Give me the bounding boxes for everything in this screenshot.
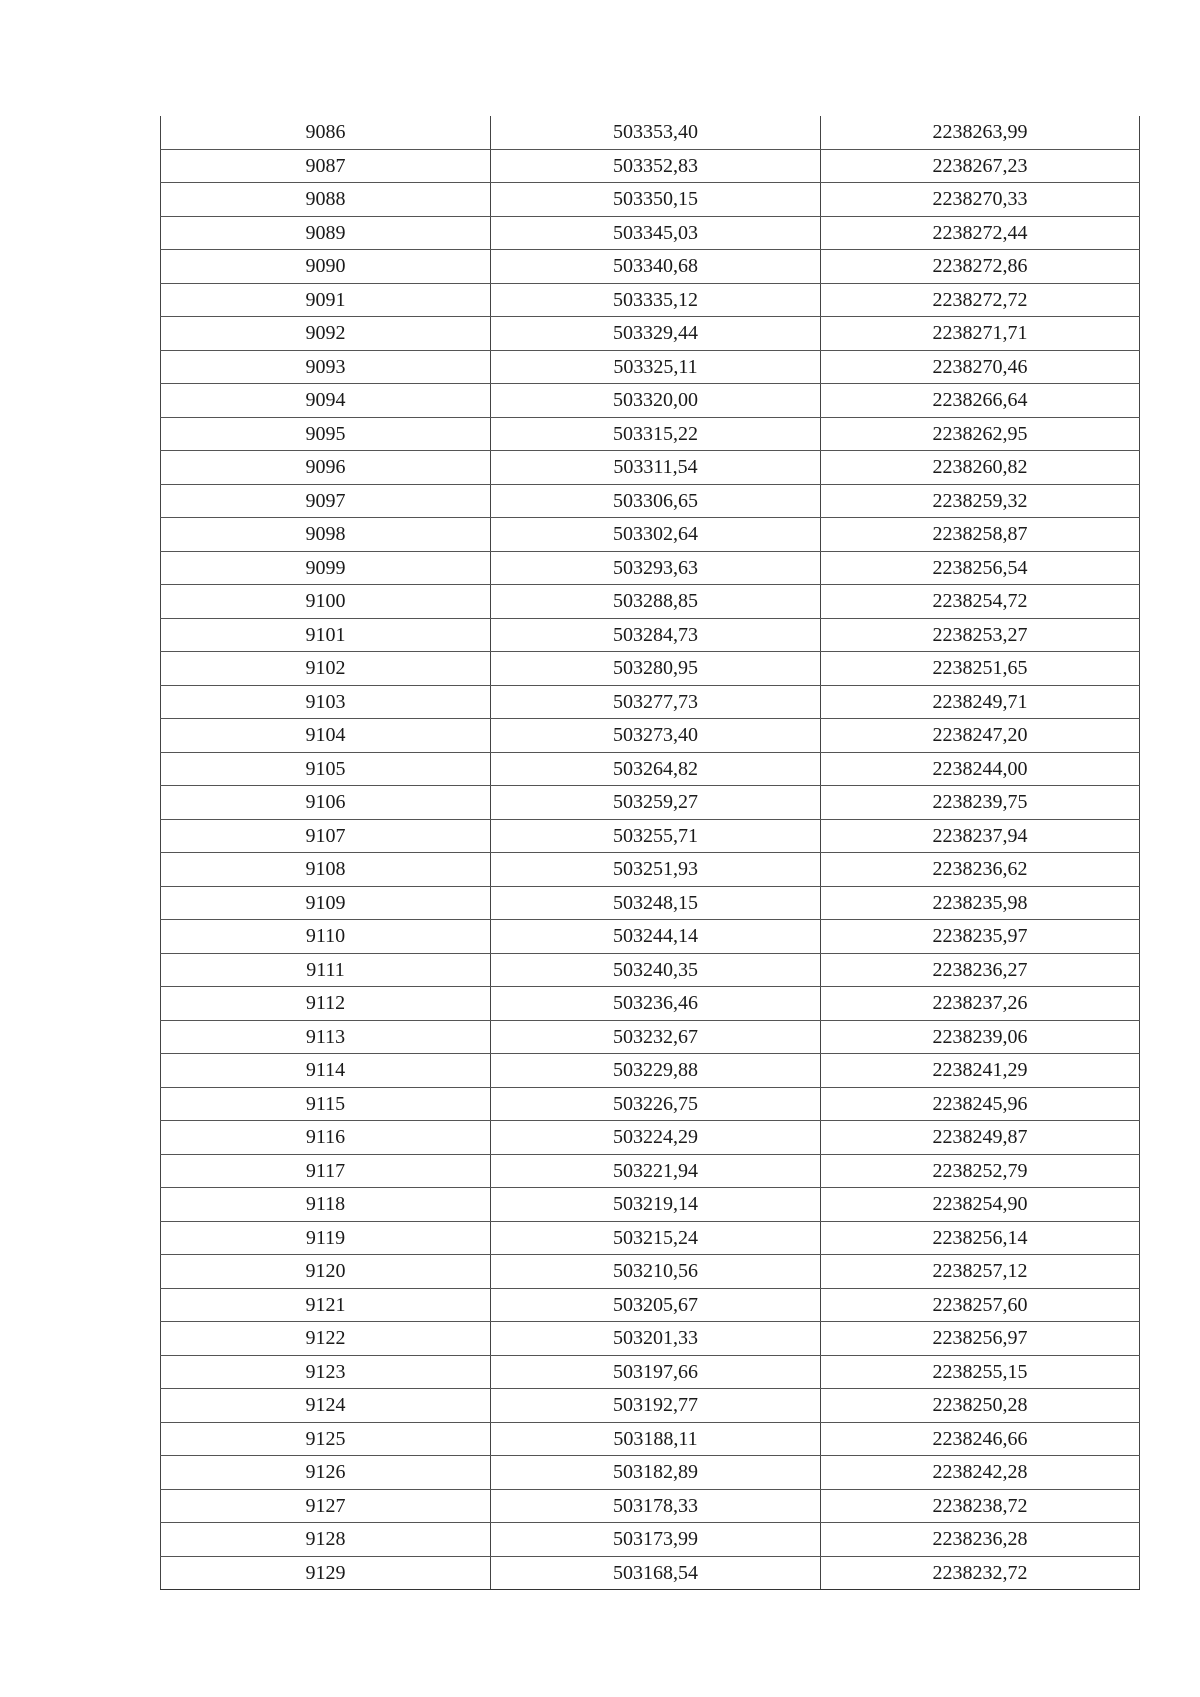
point-number-cell: 9118 (161, 1188, 491, 1222)
y-coordinate-cell: 2238256,97 (821, 1322, 1140, 1356)
point-number-cell: 9111 (161, 953, 491, 987)
table-row (161, 953, 1140, 987)
y-coordinate-cell: 2238237,26 (821, 987, 1140, 1021)
coordinates-table-body (161, 116, 1140, 1590)
y-coordinate-cell: 2238249,87 (821, 1121, 1140, 1155)
y-coordinate-cell: 2238260,82 (821, 451, 1140, 485)
y-coordinate-cell: 2238262,95 (821, 417, 1140, 451)
x-coordinate-cell: 503320,00 (491, 384, 821, 418)
point-number-cell: 9121 (161, 1288, 491, 1322)
x-coordinate-cell: 503215,24 (491, 1221, 821, 1255)
x-coordinate-cell: 503168,54 (491, 1556, 821, 1590)
point-number-cell: 9114 (161, 1054, 491, 1088)
table-row (161, 618, 1140, 652)
y-coordinate-cell: 2238259,32 (821, 484, 1140, 518)
y-coordinate-cell: 2238249,71 (821, 685, 1140, 719)
coordinates-table (160, 116, 1140, 1590)
table-row (161, 417, 1140, 451)
table-row (161, 1154, 1140, 1188)
point-number-cell: 9122 (161, 1322, 491, 1356)
point-number-cell: 9097 (161, 484, 491, 518)
table-row (161, 987, 1140, 1021)
x-coordinate-cell: 503353,40 (491, 116, 821, 149)
point-number-cell: 9103 (161, 685, 491, 719)
point-number-cell: 9113 (161, 1020, 491, 1054)
table-row (161, 183, 1140, 217)
x-coordinate-cell: 503315,22 (491, 417, 821, 451)
x-coordinate-cell: 503178,33 (491, 1489, 821, 1523)
point-number-cell: 9098 (161, 518, 491, 552)
table-row (161, 216, 1140, 250)
x-coordinate-cell: 503352,83 (491, 149, 821, 183)
point-number-cell: 9126 (161, 1456, 491, 1490)
point-number-cell: 9117 (161, 1154, 491, 1188)
y-coordinate-cell: 2238255,15 (821, 1355, 1140, 1389)
table-row (161, 283, 1140, 317)
point-number-cell: 9105 (161, 752, 491, 786)
table-row (161, 317, 1140, 351)
x-coordinate-cell: 503201,33 (491, 1322, 821, 1356)
x-coordinate-cell: 503259,27 (491, 786, 821, 820)
y-coordinate-cell: 2238236,27 (821, 953, 1140, 987)
y-coordinate-cell: 2238266,64 (821, 384, 1140, 418)
point-number-cell: 9109 (161, 886, 491, 920)
table-row (161, 1020, 1140, 1054)
x-coordinate-cell: 503251,93 (491, 853, 821, 887)
table-row (161, 1288, 1140, 1322)
table-row (161, 1221, 1140, 1255)
y-coordinate-cell: 2238263,99 (821, 116, 1140, 149)
x-coordinate-cell: 503329,44 (491, 317, 821, 351)
point-number-cell: 9127 (161, 1489, 491, 1523)
x-coordinate-cell: 503192,77 (491, 1389, 821, 1423)
y-coordinate-cell: 2238236,62 (821, 853, 1140, 887)
x-coordinate-cell: 503229,88 (491, 1054, 821, 1088)
y-coordinate-cell: 2238235,97 (821, 920, 1140, 954)
point-number-cell: 9123 (161, 1355, 491, 1389)
x-coordinate-cell: 503236,46 (491, 987, 821, 1021)
table-row (161, 149, 1140, 183)
point-number-cell: 9087 (161, 149, 491, 183)
point-number-cell: 9089 (161, 216, 491, 250)
table-row (161, 451, 1140, 485)
x-coordinate-cell: 503248,15 (491, 886, 821, 920)
x-coordinate-cell: 503325,11 (491, 350, 821, 384)
x-coordinate-cell: 503173,99 (491, 1523, 821, 1557)
point-number-cell: 9108 (161, 853, 491, 887)
x-coordinate-cell: 503255,71 (491, 819, 821, 853)
x-coordinate-cell: 503340,68 (491, 250, 821, 284)
x-coordinate-cell: 503280,95 (491, 652, 821, 686)
point-number-cell: 9104 (161, 719, 491, 753)
table-row (161, 116, 1140, 149)
point-number-cell: 9129 (161, 1556, 491, 1590)
x-coordinate-cell: 503273,40 (491, 719, 821, 753)
table-row (161, 786, 1140, 820)
y-coordinate-cell: 2238257,60 (821, 1288, 1140, 1322)
y-coordinate-cell: 2238239,75 (821, 786, 1140, 820)
table-row (161, 1255, 1140, 1289)
table-row (161, 819, 1140, 853)
table-row (161, 1523, 1140, 1557)
x-coordinate-cell: 503335,12 (491, 283, 821, 317)
point-number-cell: 9099 (161, 551, 491, 585)
y-coordinate-cell: 2238247,20 (821, 719, 1140, 753)
point-number-cell: 9092 (161, 317, 491, 351)
x-coordinate-cell: 503188,11 (491, 1422, 821, 1456)
point-number-cell: 9095 (161, 417, 491, 451)
point-number-cell: 9125 (161, 1422, 491, 1456)
x-coordinate-cell: 503221,94 (491, 1154, 821, 1188)
point-number-cell: 9101 (161, 618, 491, 652)
point-number-cell: 9086 (161, 116, 491, 149)
table-row (161, 1456, 1140, 1490)
table-row (161, 350, 1140, 384)
point-number-cell: 9102 (161, 652, 491, 686)
y-coordinate-cell: 2238257,12 (821, 1255, 1140, 1289)
point-number-cell: 9120 (161, 1255, 491, 1289)
y-coordinate-cell: 2238235,98 (821, 886, 1140, 920)
table-row (161, 1422, 1140, 1456)
x-coordinate-cell: 503182,89 (491, 1456, 821, 1490)
table-row (161, 1188, 1140, 1222)
table-row (161, 886, 1140, 920)
table-row (161, 1322, 1140, 1356)
point-number-cell: 9088 (161, 183, 491, 217)
point-number-cell: 9116 (161, 1121, 491, 1155)
x-coordinate-cell: 503302,64 (491, 518, 821, 552)
y-coordinate-cell: 2238267,23 (821, 149, 1140, 183)
x-coordinate-cell: 503240,35 (491, 953, 821, 987)
y-coordinate-cell: 2238253,27 (821, 618, 1140, 652)
x-coordinate-cell: 503345,03 (491, 216, 821, 250)
x-coordinate-cell: 503264,82 (491, 752, 821, 786)
x-coordinate-cell: 503350,15 (491, 183, 821, 217)
point-number-cell: 9115 (161, 1087, 491, 1121)
table-row (161, 752, 1140, 786)
y-coordinate-cell: 2238238,72 (821, 1489, 1140, 1523)
y-coordinate-cell: 2238271,71 (821, 317, 1140, 351)
y-coordinate-cell: 2238272,72 (821, 283, 1140, 317)
x-coordinate-cell: 503224,29 (491, 1121, 821, 1155)
table-row (161, 518, 1140, 552)
y-coordinate-cell: 2238256,14 (821, 1221, 1140, 1255)
x-coordinate-cell: 503284,73 (491, 618, 821, 652)
y-coordinate-cell: 2238254,72 (821, 585, 1140, 619)
point-number-cell: 9119 (161, 1221, 491, 1255)
table-row (161, 853, 1140, 887)
y-coordinate-cell: 2238246,66 (821, 1422, 1140, 1456)
x-coordinate-cell: 503293,63 (491, 551, 821, 585)
y-coordinate-cell: 2238272,44 (821, 216, 1140, 250)
x-coordinate-cell: 503306,65 (491, 484, 821, 518)
table-row (161, 1389, 1140, 1423)
point-number-cell: 9128 (161, 1523, 491, 1557)
point-number-cell: 9100 (161, 585, 491, 619)
y-coordinate-cell: 2238270,46 (821, 350, 1140, 384)
table-row (161, 1087, 1140, 1121)
y-coordinate-cell: 2238256,54 (821, 551, 1140, 585)
table-row (161, 1121, 1140, 1155)
x-coordinate-cell: 503244,14 (491, 920, 821, 954)
x-coordinate-cell: 503197,66 (491, 1355, 821, 1389)
table-row (161, 1489, 1140, 1523)
point-number-cell: 9091 (161, 283, 491, 317)
x-coordinate-cell: 503277,73 (491, 685, 821, 719)
x-coordinate-cell: 503210,56 (491, 1255, 821, 1289)
x-coordinate-cell: 503311,54 (491, 451, 821, 485)
point-number-cell: 9106 (161, 786, 491, 820)
point-number-cell: 9110 (161, 920, 491, 954)
y-coordinate-cell: 2238245,96 (821, 1087, 1140, 1121)
table-row (161, 250, 1140, 284)
point-number-cell: 9096 (161, 451, 491, 485)
table-row (161, 551, 1140, 585)
y-coordinate-cell: 2238272,86 (821, 250, 1140, 284)
point-number-cell: 9093 (161, 350, 491, 384)
y-coordinate-cell: 2238258,87 (821, 518, 1140, 552)
x-coordinate-cell: 503232,67 (491, 1020, 821, 1054)
point-number-cell: 9124 (161, 1389, 491, 1423)
table-row (161, 652, 1140, 686)
table-row (161, 1355, 1140, 1389)
table-row (161, 484, 1140, 518)
x-coordinate-cell: 503226,75 (491, 1087, 821, 1121)
y-coordinate-cell: 2238232,72 (821, 1556, 1140, 1590)
y-coordinate-cell: 2238244,00 (821, 752, 1140, 786)
y-coordinate-cell: 2238236,28 (821, 1523, 1140, 1557)
y-coordinate-cell: 2238254,90 (821, 1188, 1140, 1222)
y-coordinate-cell: 2238250,28 (821, 1389, 1140, 1423)
table-row (161, 384, 1140, 418)
table-row (161, 920, 1140, 954)
table-row (161, 685, 1140, 719)
x-coordinate-cell: 503219,14 (491, 1188, 821, 1222)
y-coordinate-cell: 2238270,33 (821, 183, 1140, 217)
y-coordinate-cell: 2238241,29 (821, 1054, 1140, 1088)
table-row (161, 1054, 1140, 1088)
point-number-cell: 9107 (161, 819, 491, 853)
table-row (161, 719, 1140, 753)
y-coordinate-cell: 2238251,65 (821, 652, 1140, 686)
y-coordinate-cell: 2238239,06 (821, 1020, 1140, 1054)
table-row (161, 1556, 1140, 1590)
point-number-cell: 9090 (161, 250, 491, 284)
x-coordinate-cell: 503288,85 (491, 585, 821, 619)
y-coordinate-cell: 2238242,28 (821, 1456, 1140, 1490)
point-number-cell: 9112 (161, 987, 491, 1021)
x-coordinate-cell: 503205,67 (491, 1288, 821, 1322)
y-coordinate-cell: 2238237,94 (821, 819, 1140, 853)
point-number-cell: 9094 (161, 384, 491, 418)
table-row (161, 585, 1140, 619)
y-coordinate-cell: 2238252,79 (821, 1154, 1140, 1188)
